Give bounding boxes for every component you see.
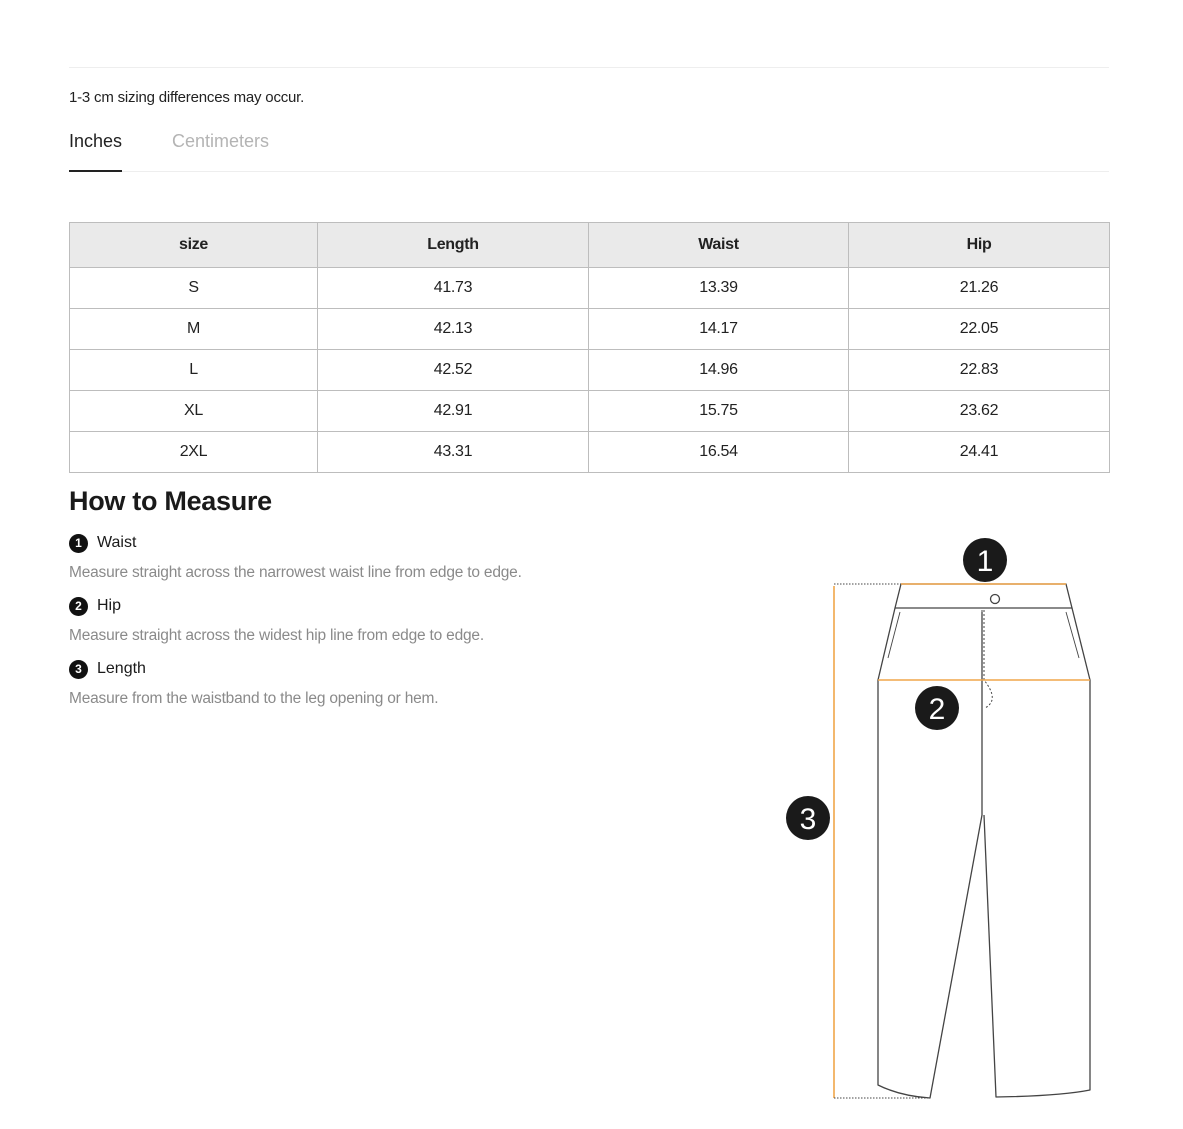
table-cell: M [70, 309, 318, 350]
svg-text:2: 2 [928, 693, 946, 726]
marker-3 [786, 796, 830, 840]
column-header-waist: Waist [589, 223, 849, 268]
number-badge-1: 1 [69, 534, 88, 553]
measure-item-length [69, 659, 439, 707]
column-header-hip: Hip [849, 223, 1110, 268]
table-row [70, 350, 1110, 391]
how-to-measure-title: How to Measure [69, 486, 272, 516]
measure-label-waist: Waist [97, 534, 137, 551]
pants-measurement-diagram [770, 530, 1110, 1110]
table-cell: 22.83 [849, 350, 1110, 391]
table-row [70, 432, 1110, 473]
table-cell: L [70, 350, 318, 391]
column-header-size: size [70, 223, 318, 268]
unit-tabs [69, 128, 1109, 172]
table-cell: XL [70, 391, 318, 432]
measure-description-hip: Measure straight across the widest hip line from edge to edge. [69, 627, 484, 644]
measure-label-length: Length [97, 660, 146, 677]
svg-text:3: 3 [799, 803, 817, 836]
table-cell: 42.52 [318, 350, 589, 391]
table-cell: 42.13 [318, 309, 589, 350]
measure-item-waist [69, 533, 522, 581]
number-badge-2: 2 [69, 597, 88, 616]
tab-centimeters[interactable]: Centimeters [172, 131, 270, 151]
table-header-row [70, 223, 1110, 268]
table-cell: S [70, 268, 318, 309]
table-cell: 21.26 [849, 268, 1110, 309]
table-cell: 43.31 [318, 432, 589, 473]
column-header-length: Length [318, 223, 589, 268]
measure-description-length: Measure from the waistband to the leg opening or hem. [69, 690, 439, 707]
marker-2 [915, 686, 959, 730]
tab-inches[interactable]: Inches [69, 128, 122, 172]
table-cell: 15.75 [589, 391, 849, 432]
marker-1 [963, 538, 1007, 582]
table-row [70, 391, 1110, 432]
table-cell: 24.41 [849, 432, 1110, 473]
pants-outline-icon [878, 584, 1090, 1098]
sizing-note: 1-3 cm sizing differences may occur. [69, 89, 305, 106]
table-cell: 14.96 [589, 350, 849, 391]
table-cell: 22.05 [849, 309, 1110, 350]
top-divider [69, 67, 1109, 68]
table-cell: 42.91 [318, 391, 589, 432]
measure-description-waist: Measure straight across the narrowest waist line from edge to edge. [69, 564, 522, 581]
table-cell: 2XL [70, 432, 318, 473]
measurement-lines [834, 584, 1090, 1098]
measure-item-hip [69, 596, 484, 644]
table-row [70, 268, 1110, 309]
table-cell: 23.62 [849, 391, 1110, 432]
measure-label-hip: Hip [97, 597, 122, 614]
table-row [70, 309, 1110, 350]
number-badge-3: 3 [69, 660, 88, 679]
table-cell: 14.17 [589, 309, 849, 350]
table-cell: 41.73 [318, 268, 589, 309]
table-cell: 13.39 [589, 268, 849, 309]
svg-text:1: 1 [976, 545, 994, 578]
table-cell: 16.54 [589, 432, 849, 473]
size-table [69, 222, 1110, 473]
